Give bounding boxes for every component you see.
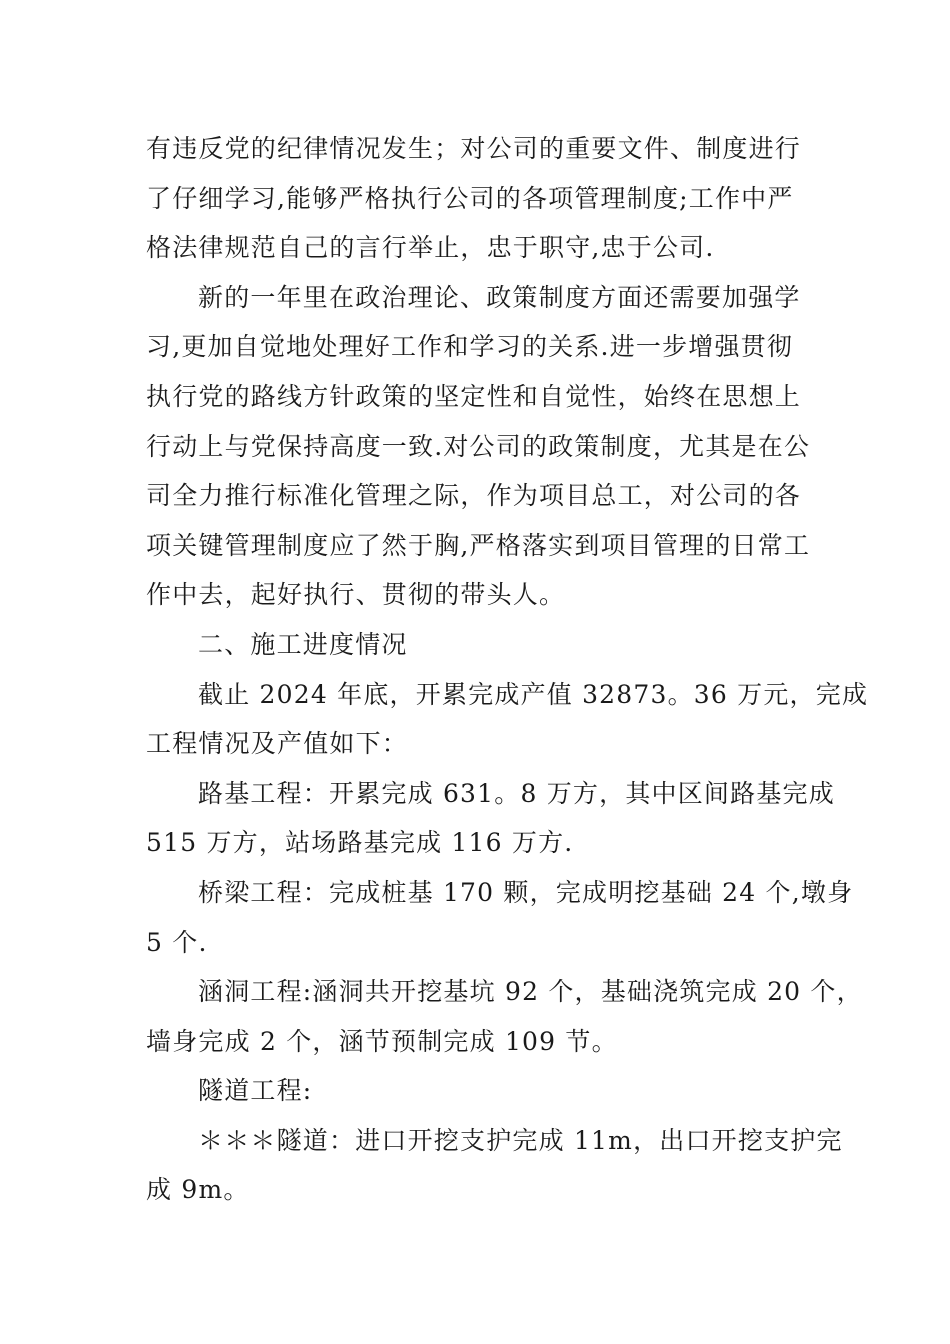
paragraph-start-line: 桥梁工程：完成桩基 170 颗，完成明挖基础 24 个,墩身 xyxy=(198,877,854,907)
text-line: 习,更加自觉地处理好工作和学习的关系.进一步增强贯彻 xyxy=(146,332,794,362)
paragraph-start-line: 路基工程：开累完成 631。8 万方，其中区间路基完成 xyxy=(198,778,835,808)
paragraph-start-line: 涵洞工程:涵洞共开挖基坑 92 个，基础浇筑完成 20 个， xyxy=(198,977,863,1007)
paragraph-start-line: 新的一年里在政治理论、政策制度方面还需要加强学 xyxy=(198,282,801,312)
text-line: 工程情况及产值如下： xyxy=(146,729,409,759)
text-line: 行动上与党保持高度一致.对公司的政策制度，尤其是在公 xyxy=(146,431,811,461)
text-line: 了仔细学习,能够严格执行公司的各项管理制度;工作中严 xyxy=(146,183,794,213)
text-line: 项关键管理制度应了然于胸,严格落实到项目管理的日常工 xyxy=(146,530,811,560)
text-line: 515 万方，站场路基完成 116 万方. xyxy=(146,828,574,858)
paragraph-start-line: ＊＊＊隧道：进口开挖支护完成 11m，出口开挖支护完 xyxy=(198,1125,843,1155)
text-line: 格法律规范自己的言行举止，忠于职守,忠于公司. xyxy=(146,233,715,263)
text-line: 墙身完成 2 个，涵节预制完成 109 节。 xyxy=(146,1026,618,1056)
paragraph-start-line: 截止 2024 年底，开累完成产值 32873。36 万元，完成 xyxy=(198,679,869,709)
text-line: 成 9m。 xyxy=(146,1175,250,1205)
text-line: 司全力推行标准化管理之际，作为项目总工，对公司的各 xyxy=(146,481,802,511)
text-line: 5 个. xyxy=(146,927,208,957)
section-heading: 二、施工进度情况 xyxy=(198,629,408,659)
text-line: 执行党的路线方针政策的坚定性和自觉性，始终在思想上 xyxy=(146,381,802,411)
text-line: 有违反党的纪律情况发生；对公司的重要文件、制度进行 xyxy=(146,134,802,163)
subsection-heading: 隧道工程: xyxy=(198,1076,313,1106)
text-line: 作中去，起好执行、贯彻的带头人。 xyxy=(146,580,566,610)
body-text xyxy=(146,124,869,1215)
